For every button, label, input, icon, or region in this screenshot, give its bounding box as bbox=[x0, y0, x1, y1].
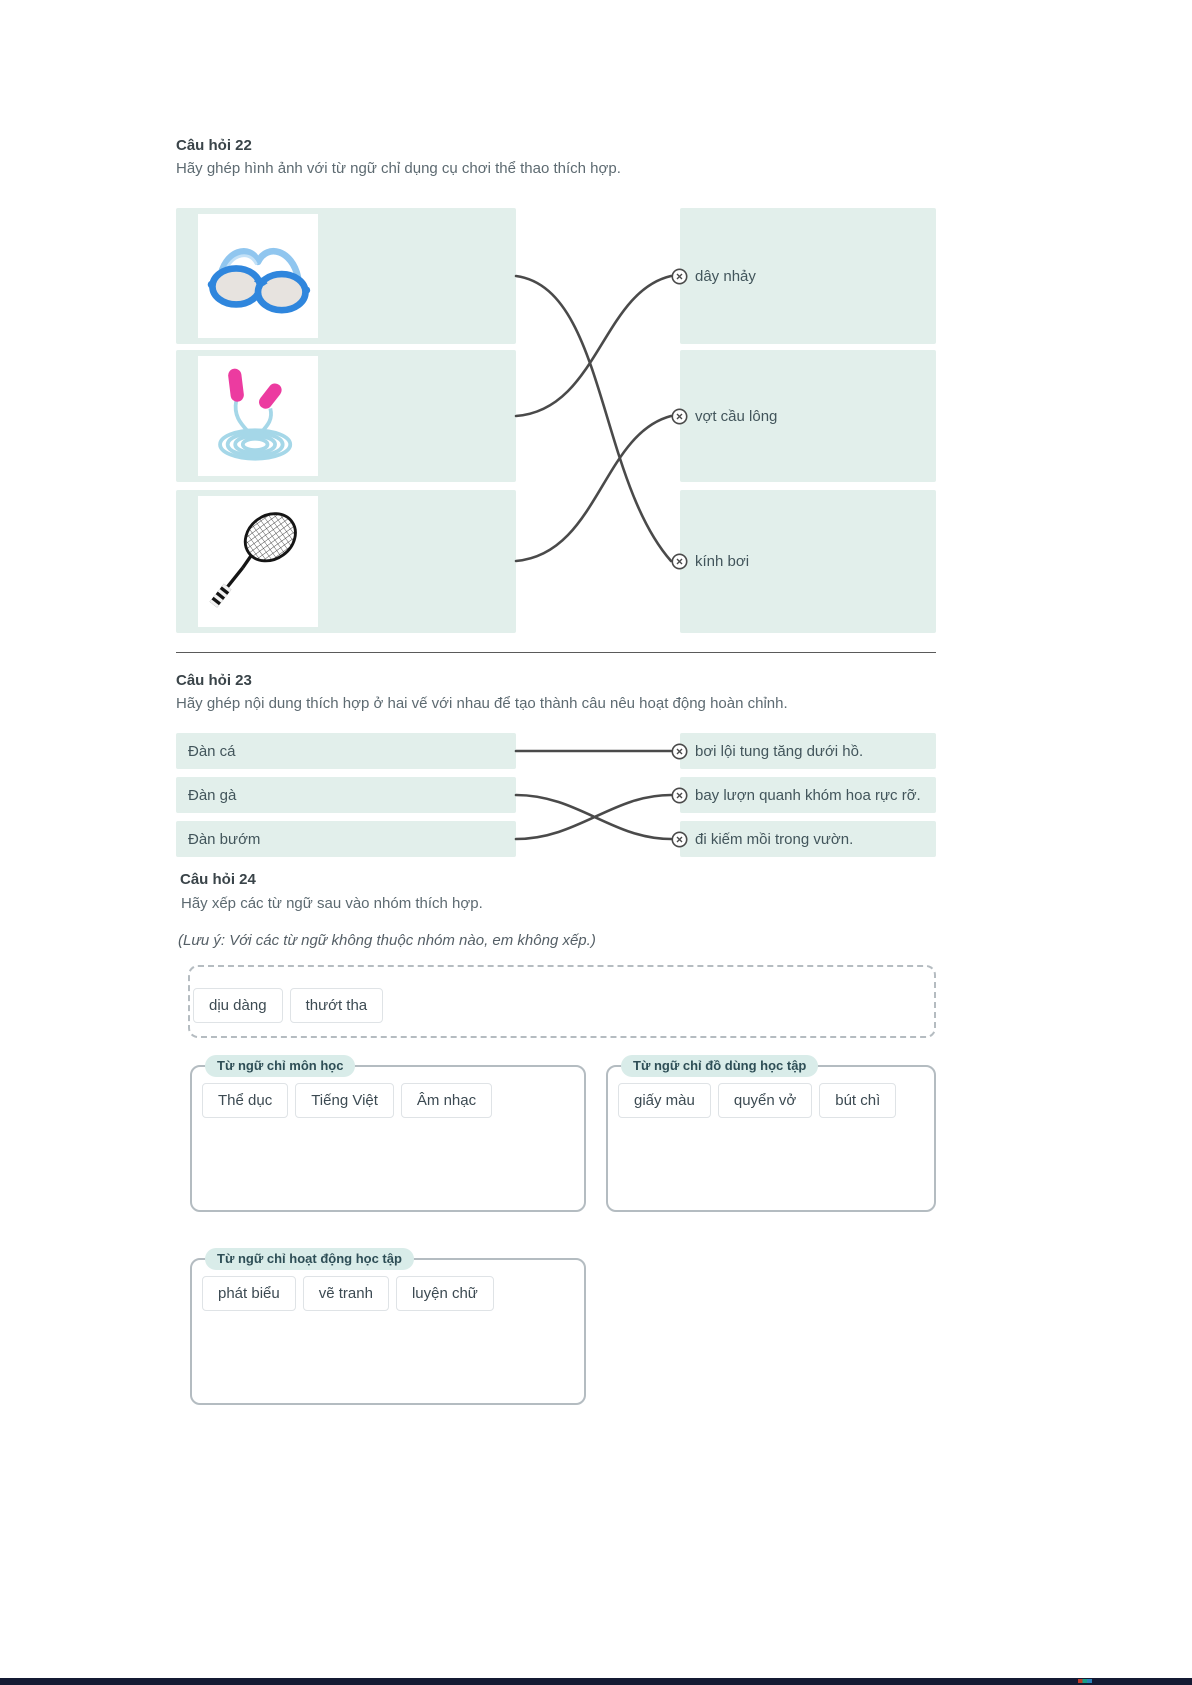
q22-connection-rope-day-nhay bbox=[516, 276, 671, 416]
remove-connection-icon[interactable] bbox=[671, 831, 688, 848]
q23-right-label: bay lượn quanh khóm hoa rực rỡ. bbox=[695, 786, 921, 804]
word-chip[interactable]: thướt tha bbox=[290, 988, 384, 1023]
q23-right-boi-loi[interactable] bbox=[680, 733, 936, 769]
question-24-instruction: Hãy xếp các từ ngữ sau vào nhóm thích hợp. bbox=[181, 895, 483, 912]
group-hoat-dong-hoc-tap[interactable] bbox=[190, 1251, 586, 1405]
q23-left-dan-ga[interactable] bbox=[176, 777, 516, 813]
q23-right-label: bơi lội tung tăng dưới hồ. bbox=[695, 742, 864, 760]
q22-option-label: dây nhảy bbox=[695, 267, 756, 285]
remove-connection-icon[interactable] bbox=[671, 787, 688, 804]
q23-left-dan-ca[interactable] bbox=[176, 733, 516, 769]
word-chip[interactable]: vẽ tranh bbox=[303, 1276, 389, 1311]
q23-right-label: đi kiếm mồi trong vườn. bbox=[695, 830, 854, 848]
q23-left-dan-buom[interactable] bbox=[176, 821, 516, 857]
q23-left-label: Đàn gà bbox=[188, 786, 237, 804]
badminton-racket-image bbox=[198, 496, 318, 627]
question-24-title: Câu hỏi 24 bbox=[180, 871, 256, 888]
q22-connection-goggles-kinh-boi bbox=[516, 276, 671, 561]
group-do-dung-hoc-tap[interactable] bbox=[606, 1058, 936, 1212]
q23-connection-buom-bay-luon bbox=[516, 795, 671, 839]
word-chip[interactable]: giấy màu bbox=[618, 1083, 711, 1118]
q22-option-label: kính bơi bbox=[695, 553, 750, 570]
swim-goggles-image bbox=[198, 214, 318, 338]
question-23-instruction: Hãy ghép nội dung thích hợp ở hai vế với nhau để tạo thành câu nêu hoạt động hoàn chỉnh. bbox=[176, 695, 788, 712]
q23-right-bay-luon[interactable] bbox=[680, 777, 936, 813]
remove-connection-icon[interactable] bbox=[671, 268, 688, 285]
remove-connection-icon[interactable] bbox=[671, 553, 688, 570]
question-22-title: Câu hỏi 22 bbox=[176, 137, 252, 154]
q22-option-day-nhay[interactable] bbox=[680, 208, 936, 344]
jump-rope-image bbox=[198, 356, 318, 476]
window-edge-bar bbox=[0, 1678, 1192, 1685]
group-label: Từ ngữ chỉ môn học bbox=[205, 1055, 355, 1077]
word-chip[interactable]: phát biểu bbox=[202, 1276, 296, 1311]
remove-connection-icon[interactable] bbox=[671, 408, 688, 425]
group-mon-hoc[interactable] bbox=[190, 1058, 586, 1212]
q22-option-kinh-boi[interactable] bbox=[680, 490, 936, 633]
question-24-note: (Lưu ý: Với các từ ngữ không thuộc nhóm nào, em không xếp.) bbox=[178, 932, 596, 949]
question-22-instruction: Hãy ghép hình ảnh với từ ngữ chỉ dụng cụ chơi thể thao thích hợp. bbox=[176, 160, 621, 177]
section-divider bbox=[176, 652, 936, 653]
q22-option-label: vợt cầu lông bbox=[695, 407, 778, 425]
q23-left-label: Đàn cá bbox=[188, 742, 236, 760]
q22-image-box-swim-goggles[interactable] bbox=[176, 208, 516, 344]
word-chip[interactable]: quyển vở bbox=[718, 1083, 812, 1118]
q23-left-label: Đàn bướm bbox=[188, 830, 261, 848]
word-pool[interactable] bbox=[188, 965, 936, 1038]
word-chip[interactable]: luyện chữ bbox=[396, 1276, 494, 1311]
q22-connection-racket-vot-cau-long bbox=[516, 416, 671, 561]
q22-image-box-badminton-racket[interactable] bbox=[176, 490, 516, 633]
word-chip[interactable]: Thể dục bbox=[202, 1083, 288, 1118]
remove-connection-icon[interactable] bbox=[671, 743, 688, 760]
word-chip[interactable]: bút chì bbox=[819, 1083, 896, 1118]
group-label: Từ ngữ chỉ hoạt động học tập bbox=[205, 1248, 414, 1270]
q22-image-box-jump-rope[interactable] bbox=[176, 350, 516, 482]
word-chip[interactable]: Tiếng Việt bbox=[295, 1083, 394, 1118]
question-23-title: Câu hỏi 23 bbox=[176, 672, 252, 689]
q23-right-di-kiem-moi[interactable] bbox=[680, 821, 936, 857]
q23-connection-ga-kiem-moi bbox=[516, 795, 671, 839]
q22-option-vot-cau-long[interactable] bbox=[680, 350, 936, 482]
word-chip[interactable]: Âm nhạc bbox=[401, 1083, 492, 1118]
window-edge-dots bbox=[1078, 1679, 1092, 1683]
word-chip[interactable]: dịu dàng bbox=[193, 988, 283, 1023]
group-label: Từ ngữ chỉ đồ dùng học tập bbox=[621, 1055, 818, 1077]
